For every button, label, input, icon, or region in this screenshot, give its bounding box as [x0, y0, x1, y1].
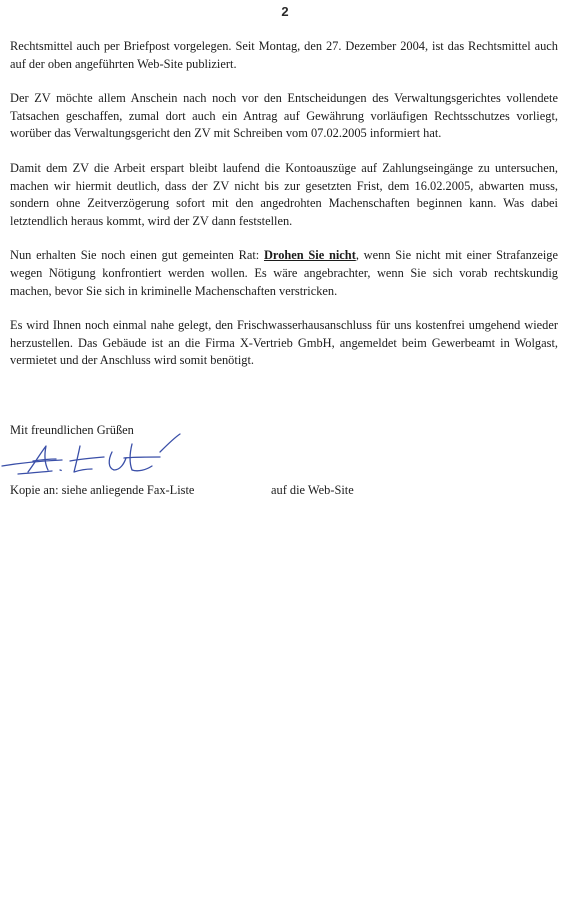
paragraph-4-rest: , wenn Sie nicht mit einer Strafanzeige wegen Nötigung konfrontiert werden wollen. Es wäre angebrachter, wenn Sie sich vorab rechtskundig machen, bevor Sie sich in kriminelle Machenschaften verstricken.	[10, 248, 558, 298]
paragraph-3: Damit dem ZV die Arbeit erspart bleibt laufend die Kontoauszüge auf Zahlungseingänge zu untersuchen, machen wir hiermit deutlich, dass der ZV nicht bis zur gesetzten Frist, dem 16.02.2005, abwarten muss, sondern ohne Zeitverzögerung sofort mit den angedrohten Machenschaften beginnen kann. Was dabei letztendlich heraus kommt, wird der ZV dann feststellen.	[10, 160, 558, 228]
copy-recipients-line	[10, 483, 558, 498]
paragraph-4-lead: Nun erhalten Sie noch einen gut gemeinten Rat:	[10, 248, 264, 263]
paragraph-2: Der ZV möchte allem Anschein nach noch vor den Entscheidungen des Verwaltungsgerichtes vollendete Tatsachen geschaffen, zumal dort auch ein Antrag auf Gewährung vorläufigen Rechtsschutzes vorliegt, worüber das Verwaltungsgericht den ZV mit Schreiben vom 07.02.2005 informiert hat.	[10, 91, 558, 141]
emphasized-warning: Drohen Sie nicht	[263, 248, 356, 263]
copy-website-note: auf die Web-Site	[271, 483, 354, 497]
handwritten-signature	[0, 430, 200, 480]
copy-recipients: Kopie an: siehe anliegende Fax-Liste	[10, 483, 195, 497]
paragraph-5: Es wird Ihnen noch einmal nahe gelegt, den Frischwasserhausanschluss für uns kostenfrei umgehend wieder herzustellen. Das Gebäude ist an die Firma X-Vertrieb GmbH, angemeldet beim Gewerbeamt in Wolgast, vermietet und der Anschluss wird somit benötigt.	[10, 318, 558, 368]
paragraph-1: Rechtsmittel auch per Briefpost vorgelegen. Seit Montag, den 27. Dezember 2004, ist das Rechtsmittel auch auf der oben angeführten Web-Site publiziert.	[10, 39, 558, 71]
letter-body	[10, 38, 558, 387]
paragraph-4	[10, 247, 558, 300]
closing-salutation: Mit freundlichen Grüßen	[10, 423, 134, 437]
page-number: 2	[281, 4, 289, 19]
